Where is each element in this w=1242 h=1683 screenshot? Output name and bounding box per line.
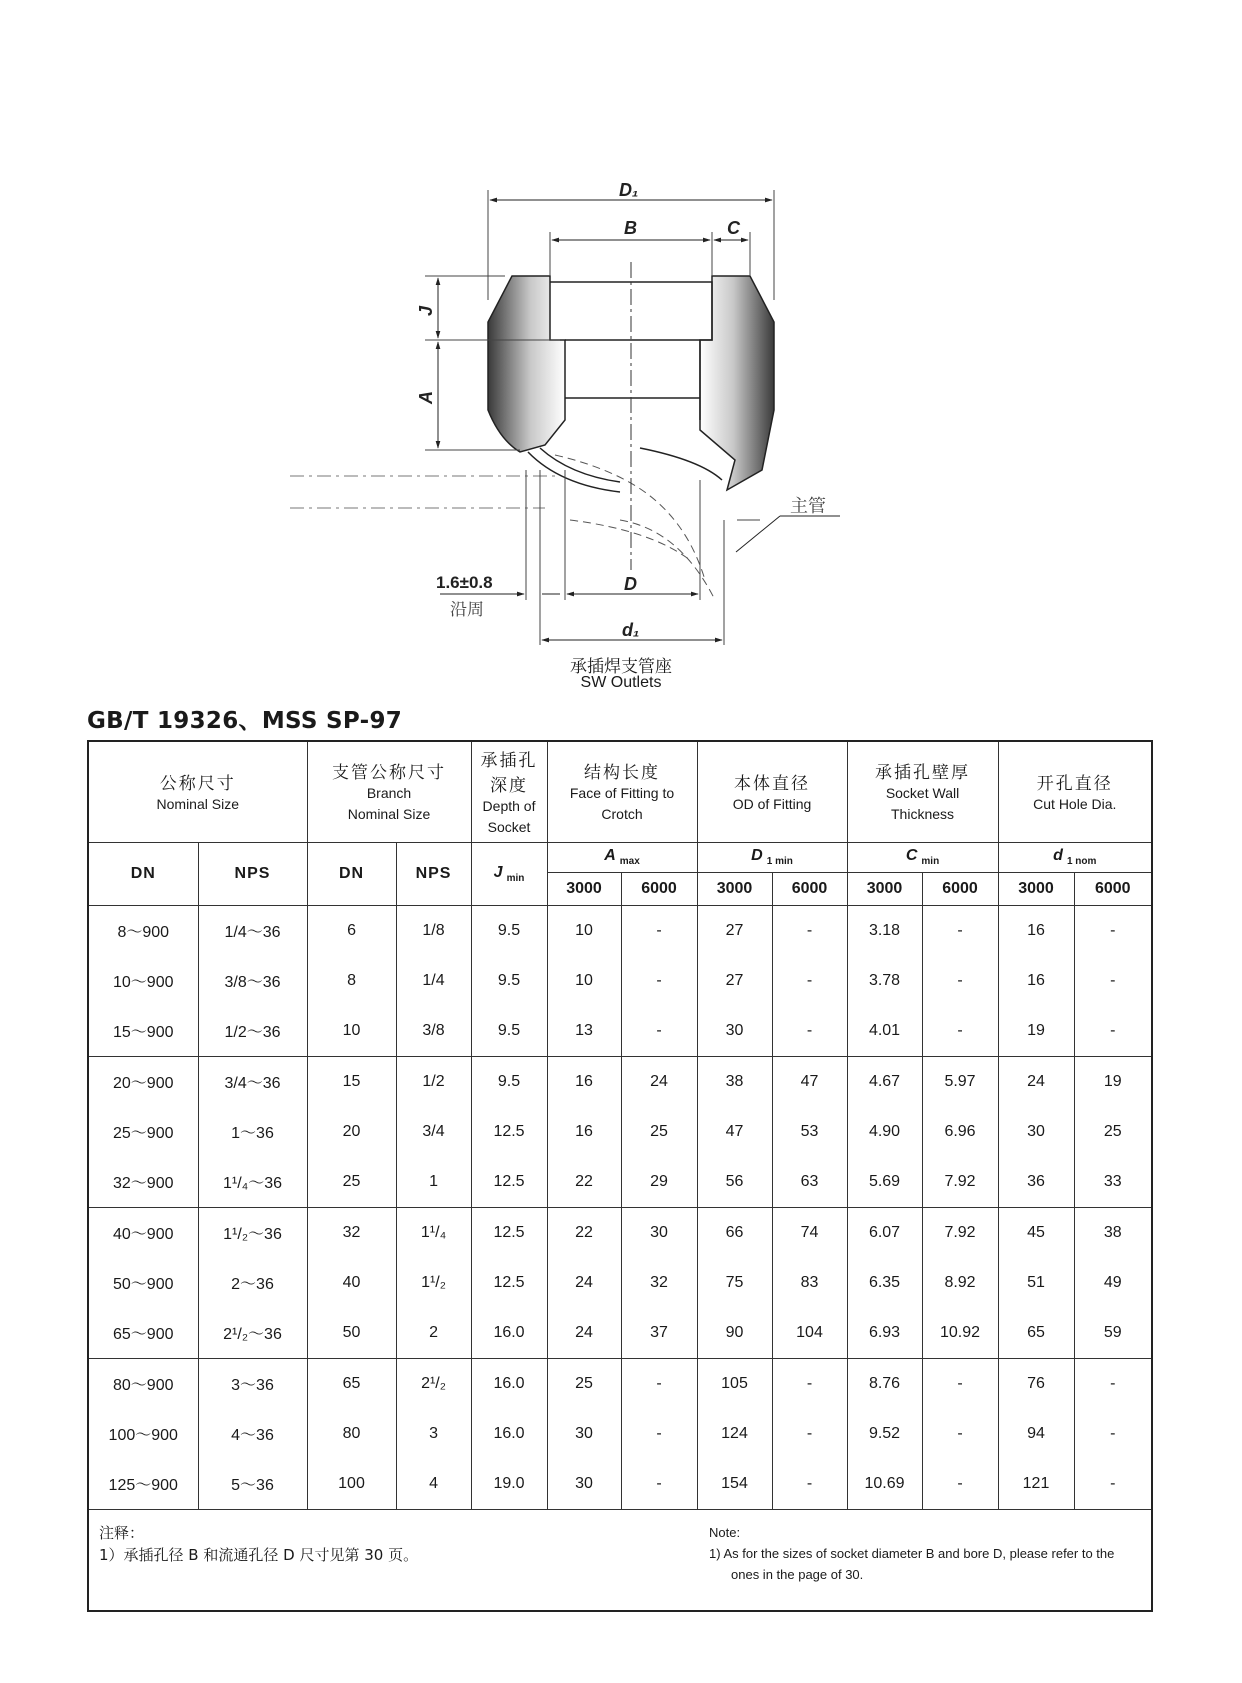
table-cell: 2: [396, 1308, 471, 1359]
subheader-branch-nps: NPS: [396, 842, 471, 905]
table-cell: 104: [772, 1308, 847, 1359]
table-cell: 8.92: [922, 1258, 998, 1308]
table-cell: 13: [547, 1006, 621, 1057]
table-cell: 125～900: [88, 1459, 198, 1510]
table-cell: 121: [998, 1459, 1074, 1510]
table-cell: 65: [998, 1308, 1074, 1359]
table-cell: 16: [998, 905, 1074, 956]
table-cell: 6.96: [922, 1107, 998, 1157]
table-cell: 154: [697, 1459, 772, 1510]
table-cell: 32～900: [88, 1157, 198, 1208]
subheader-j-min: J $_{min}$: [471, 842, 547, 905]
table-cell: -: [1074, 956, 1152, 1006]
table-cell: -: [621, 1358, 697, 1409]
table-cell: 50～900: [88, 1258, 198, 1308]
table-cell: 53: [772, 1107, 847, 1157]
table-row: [88, 1358, 1152, 1409]
table-cell: 12.5: [471, 1207, 547, 1258]
table-cell: 4.90: [847, 1107, 922, 1157]
subheader-dn: DN: [88, 842, 198, 905]
table-cell: 12.5: [471, 1107, 547, 1157]
table-cell: 1¹/₂: [396, 1258, 471, 1308]
table-cell: -: [922, 905, 998, 956]
header-od-of-fitting: 本体直径 OD of Fitting: [697, 741, 847, 842]
table-cell: 24: [547, 1258, 621, 1308]
table-cell: 33: [1074, 1157, 1152, 1208]
standard-title: GB/T 19326、MSS SP-97: [87, 708, 403, 734]
class-3000: 3000: [998, 872, 1074, 905]
table-cell: 2¹/₂～36: [198, 1308, 307, 1359]
outlet-body-right: [700, 276, 774, 490]
table-cell: 2¹/₂: [396, 1358, 471, 1409]
table-cell: 10: [547, 956, 621, 1006]
subheader-branch-dn: DN: [307, 842, 396, 905]
table-cell: 9.5: [471, 905, 547, 956]
table-cell: 3/4～36: [198, 1056, 307, 1107]
table-cell: 3/8: [396, 1006, 471, 1057]
table-cell: 10: [547, 905, 621, 956]
table-cell: 22: [547, 1207, 621, 1258]
table-cell: 40: [307, 1258, 396, 1308]
table-cell: 10.92: [922, 1308, 998, 1359]
table-cell: 24: [547, 1308, 621, 1359]
table-cell: 19: [998, 1006, 1074, 1057]
table-cell: -: [621, 956, 697, 1006]
header-face-to-crotch: 结构长度 Face of Fitting to Crotch: [547, 741, 697, 842]
table-cell: 10～900: [88, 956, 198, 1006]
table-cell: 6: [307, 905, 396, 956]
table-cell: 32: [307, 1207, 396, 1258]
table-cell: -: [1074, 1459, 1152, 1510]
table-cell: 36: [998, 1157, 1074, 1208]
table-cell: 24: [998, 1056, 1074, 1107]
table-cell: 1～36: [198, 1107, 307, 1157]
table-cell: 24: [621, 1056, 697, 1107]
note-en-title: Note:: [709, 1524, 741, 1540]
table-cell: 19: [1074, 1056, 1152, 1107]
table-cell: 1¹/₄～36: [198, 1157, 307, 1208]
table-cell: 8.76: [847, 1358, 922, 1409]
class-6000: 6000: [621, 872, 697, 905]
table-cell: 38: [1074, 1207, 1152, 1258]
note-en-1b: ones in the page of 30.: [731, 1566, 864, 1582]
table-cell: 3.78: [847, 956, 922, 1006]
label-a: A: [416, 391, 436, 404]
table-cell: 50: [307, 1308, 396, 1359]
table-notes: [88, 1509, 1152, 1611]
label-main-pipe: 主管: [790, 496, 826, 517]
sw-outlet-drawing: [0, 0, 1242, 700]
table-cell: 45: [998, 1207, 1074, 1258]
table-cell: 65～900: [88, 1308, 198, 1359]
table-row: [88, 1459, 1152, 1510]
table-cell: 59: [1074, 1308, 1152, 1359]
table-cell: 94: [998, 1409, 1074, 1459]
table-cell: 32: [621, 1258, 697, 1308]
outlet-body-left: [488, 276, 565, 452]
table-cell: -: [922, 1409, 998, 1459]
table-cell: 10.69: [847, 1459, 922, 1510]
table-cell: -: [621, 1459, 697, 1510]
table-cell: 80: [307, 1409, 396, 1459]
label-b: B: [624, 218, 637, 238]
table-cell: 7.92: [922, 1157, 998, 1208]
table-cell: 30: [697, 1006, 772, 1057]
table-cell: 3/8～36: [198, 956, 307, 1006]
table-cell: 16.0: [471, 1308, 547, 1359]
table-cell: -: [621, 1409, 697, 1459]
table-row: [88, 1107, 1152, 1157]
table-cell: 1/8: [396, 905, 471, 956]
table-cell: 30: [547, 1409, 621, 1459]
table-cell: 66: [697, 1207, 772, 1258]
table-cell: 16: [547, 1056, 621, 1107]
table-cell: 5～36: [198, 1459, 307, 1510]
table-cell: 30: [998, 1107, 1074, 1157]
table-cell: -: [772, 905, 847, 956]
table-cell: 49: [1074, 1258, 1152, 1308]
class-6000: 6000: [772, 872, 847, 905]
table-cell: -: [922, 1006, 998, 1057]
label-d1-hole: d₁: [622, 620, 640, 640]
table-row: [88, 1258, 1152, 1308]
table-cell: 22: [547, 1157, 621, 1208]
table-cell: 4.67: [847, 1056, 922, 1107]
note-cn-1: 1）承插孔径 B 和流通孔径 D 尺寸见第 30 页。: [99, 1545, 419, 1564]
table-cell: 6.93: [847, 1308, 922, 1359]
table-cell: 16.0: [471, 1358, 547, 1409]
table-cell: 65: [307, 1358, 396, 1409]
table-row: [88, 905, 1152, 956]
dimension-table: [87, 740, 1153, 1612]
table-cell: 9.52: [847, 1409, 922, 1459]
label-d1: D₁: [619, 180, 639, 200]
table-cell: 20: [307, 1107, 396, 1157]
table-cell: 16.0: [471, 1409, 547, 1459]
table-cell: -: [772, 1409, 847, 1459]
table-cell: 1/2～36: [198, 1006, 307, 1057]
table-cell: 25: [547, 1358, 621, 1409]
table-cell: 20～900: [88, 1056, 198, 1107]
table-cell: 25: [1074, 1107, 1152, 1157]
table-cell: 19.0: [471, 1459, 547, 1510]
table-cell: 5.97: [922, 1056, 998, 1107]
table-cell: 1: [396, 1157, 471, 1208]
table-cell: 100: [307, 1459, 396, 1510]
table-cell: 12.5: [471, 1258, 547, 1308]
table-cell: 16: [998, 956, 1074, 1006]
table-row: [88, 1308, 1152, 1359]
table-cell: 47: [697, 1107, 772, 1157]
table-cell: 9.5: [471, 1006, 547, 1057]
table-cell: 30: [621, 1207, 697, 1258]
class-3000: 3000: [547, 872, 621, 905]
table-cell: 7.92: [922, 1207, 998, 1258]
table-cell: 63: [772, 1157, 847, 1208]
main-pipe-centerlines: [290, 476, 560, 508]
table-cell: 10: [307, 1006, 396, 1057]
table-cell: -: [772, 956, 847, 1006]
class-3000: 3000: [847, 872, 922, 905]
table-cell: 37: [621, 1308, 697, 1359]
table-cell: 16: [547, 1107, 621, 1157]
header-branch-size: 支管公称尺寸 Branch Nominal Size: [307, 741, 471, 842]
table-cell: 80～900: [88, 1358, 198, 1409]
table-cell: 90: [697, 1308, 772, 1359]
label-around: 沿周: [450, 600, 484, 620]
table-cell: 3～36: [198, 1358, 307, 1409]
drawing-title-en: SW Outlets: [580, 674, 662, 691]
subheader-nps: NPS: [198, 842, 307, 905]
note-en-1a: 1) As for the sizes of socket diameter B and bore D, please refer to the: [709, 1545, 1115, 1561]
note-cn-title: 注释：: [99, 1523, 145, 1542]
table-row: [88, 1157, 1152, 1208]
table-cell: -: [1074, 1409, 1152, 1459]
subheader-a-max: A $_{max}$: [547, 842, 697, 872]
label-c: C: [727, 218, 740, 238]
class-6000: 6000: [1074, 872, 1152, 905]
table-cell: 1/4～36: [198, 905, 307, 956]
table-cell: -: [1074, 905, 1152, 956]
table-cell: 3.18: [847, 905, 922, 956]
table-cell: 27: [697, 956, 772, 1006]
subheader-d1-nom: d $_{1 nom}$: [998, 842, 1152, 872]
table-cell: 75: [697, 1258, 772, 1308]
table-cell: 15～900: [88, 1006, 198, 1057]
table-row: [88, 1006, 1152, 1057]
table-cell: 1¹/₂～36: [198, 1207, 307, 1258]
crotch-curves: [528, 448, 722, 492]
table-cell: 124: [697, 1409, 772, 1459]
table-cell: -: [922, 1358, 998, 1409]
table-cell: 38: [697, 1056, 772, 1107]
table-row: [88, 956, 1152, 1006]
table-cell: -: [772, 1006, 847, 1057]
table-cell: 4.01: [847, 1006, 922, 1057]
table-cell: 40～900: [88, 1207, 198, 1258]
table-cell: 3/4: [396, 1107, 471, 1157]
table-cell: 25: [621, 1107, 697, 1157]
header-nominal-size: 公称尺寸 Nominal Size: [88, 741, 307, 842]
class-3000: 3000: [697, 872, 772, 905]
table-cell: 9.5: [471, 1056, 547, 1107]
table-cell: 12.5: [471, 1157, 547, 1208]
table-cell: -: [621, 1006, 697, 1057]
table-cell: 100～900: [88, 1409, 198, 1459]
table-cell: 4～36: [198, 1409, 307, 1459]
table-cell: -: [621, 905, 697, 956]
table-cell: 1/2: [396, 1056, 471, 1107]
table-cell: -: [1074, 1358, 1152, 1409]
table-cell: 1¹/₄: [396, 1207, 471, 1258]
drawing-title-cn: 承插焊支管座: [570, 657, 672, 677]
header-socket-depth: 承插孔 深度 Depth of Socket: [471, 741, 547, 842]
table-cell: 56: [697, 1157, 772, 1208]
label-j: J: [416, 305, 436, 316]
table-cell: 2～36: [198, 1258, 307, 1308]
table-cell: 29: [621, 1157, 697, 1208]
table-cell: 76: [998, 1358, 1074, 1409]
table-cell: -: [1074, 1006, 1152, 1057]
table-cell: -: [922, 1459, 998, 1510]
table-cell: 51: [998, 1258, 1074, 1308]
label-tolerance: 1.6±0.8: [436, 573, 493, 592]
table-cell: 27: [697, 905, 772, 956]
class-6000: 6000: [922, 872, 998, 905]
table-row: [88, 1409, 1152, 1459]
table-cell: 3: [396, 1409, 471, 1459]
table-cell: 83: [772, 1258, 847, 1308]
table-cell: 6.07: [847, 1207, 922, 1258]
header-cut-hole: 开孔直径 Cut Hole Dia.: [998, 741, 1152, 842]
header-socket-wall: 承插孔壁厚 Socket Wall Thickness: [847, 741, 998, 842]
table-cell: 6.35: [847, 1258, 922, 1308]
table-cell: 8: [307, 956, 396, 1006]
table-cell: 9.5: [471, 956, 547, 1006]
table-row: [88, 1056, 1152, 1107]
table-cell: 74: [772, 1207, 847, 1258]
table-cell: 8～900: [88, 905, 198, 956]
table-cell: 5.69: [847, 1157, 922, 1208]
table-cell: 4: [396, 1459, 471, 1510]
label-d: D: [624, 574, 637, 594]
table-cell: 25: [307, 1157, 396, 1208]
table-cell: 47: [772, 1056, 847, 1107]
table-cell: 15: [307, 1056, 396, 1107]
table-cell: 30: [547, 1459, 621, 1510]
table-row: [88, 1207, 1152, 1258]
subheader-d1-min: D $_{1 min}$: [697, 842, 847, 872]
table-cell: 1/4: [396, 956, 471, 1006]
table-cell: -: [922, 956, 998, 1006]
table-cell: -: [772, 1459, 847, 1510]
subheader-c-min: C $_{min}$: [847, 842, 998, 872]
table-cell: -: [772, 1358, 847, 1409]
table-cell: 25～900: [88, 1107, 198, 1157]
table-cell: 105: [697, 1358, 772, 1409]
